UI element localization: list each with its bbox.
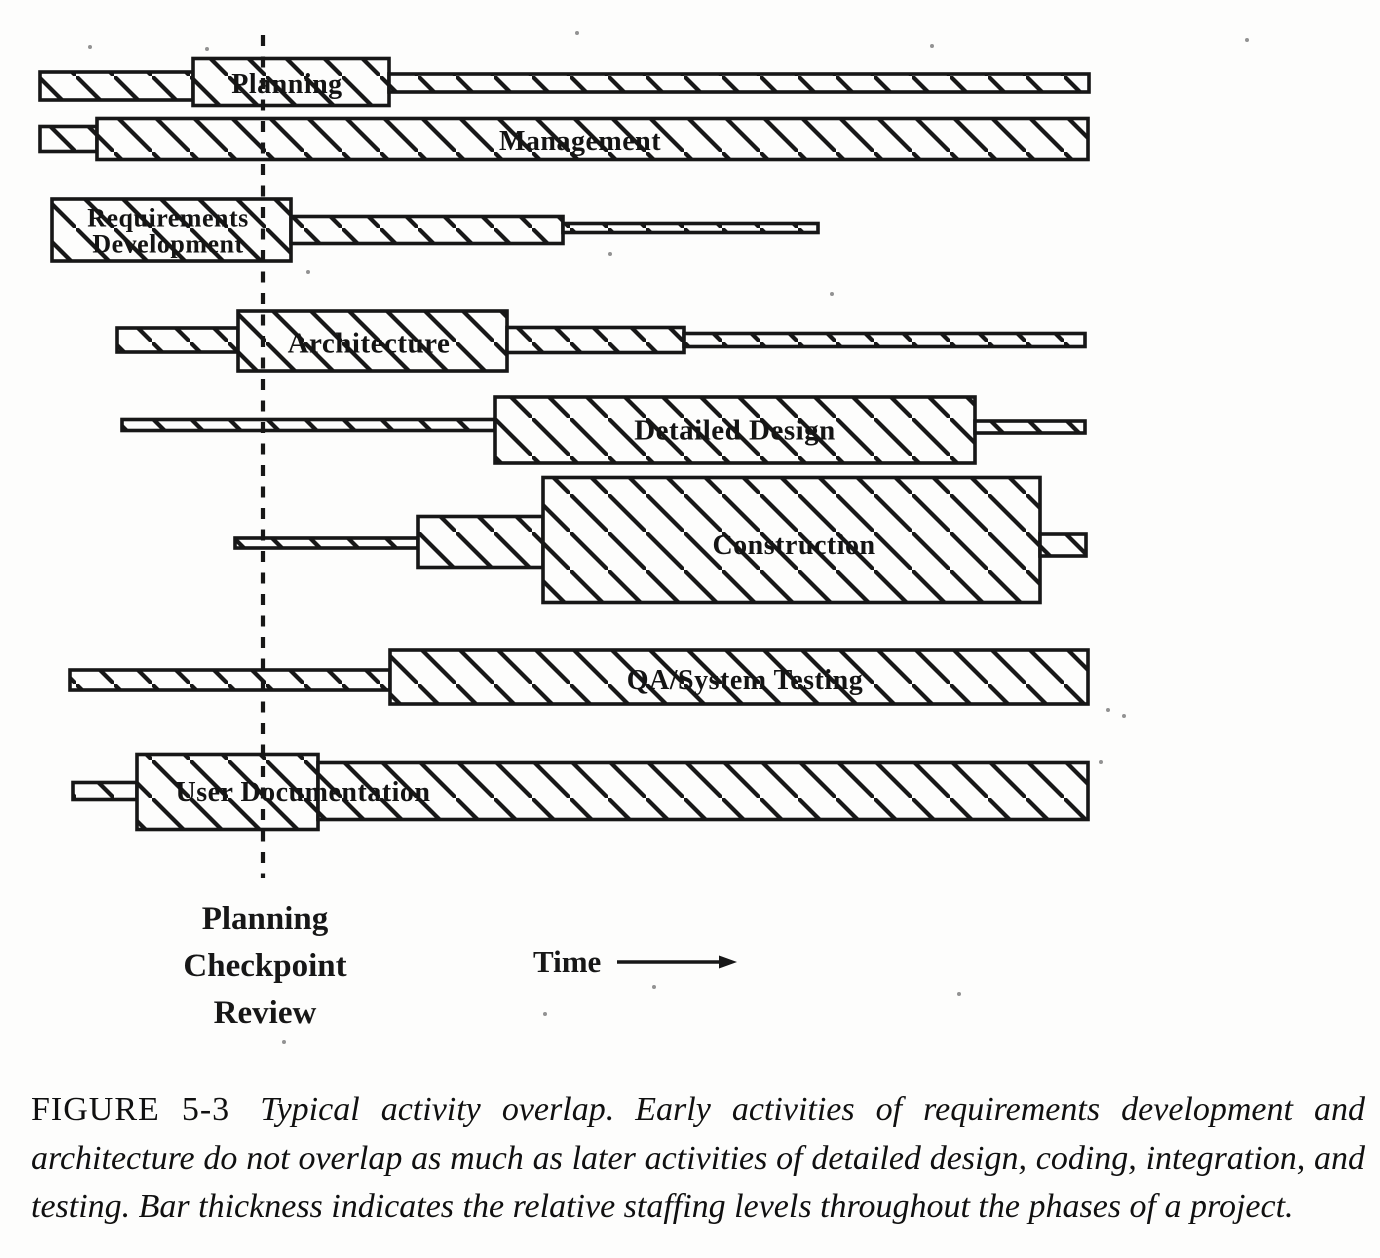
activity-bar-user-documentation xyxy=(73,755,1088,830)
activity-label: Construction xyxy=(712,530,876,562)
bar-segment xyxy=(291,217,563,244)
bar-segment xyxy=(117,328,238,352)
bar-segment xyxy=(684,334,1085,347)
activity-label: User Documentation xyxy=(175,777,431,809)
speckle xyxy=(282,1040,286,1044)
speckle xyxy=(306,270,310,274)
checkpoint-line-1: Planning xyxy=(201,901,329,937)
bar-segment xyxy=(73,783,137,800)
bar-segment xyxy=(507,328,684,353)
speckle xyxy=(830,292,834,296)
bar-segment xyxy=(563,224,818,233)
speckle xyxy=(608,252,612,256)
speckle xyxy=(930,44,934,48)
figure-number: FIGURE 5-3 xyxy=(31,1091,231,1128)
activity-label: Architecture xyxy=(287,327,451,360)
bar-segment xyxy=(975,421,1085,433)
checkpoint-line-3: Review xyxy=(213,995,317,1031)
speckle xyxy=(652,985,656,989)
time-axis-label xyxy=(533,944,738,980)
speckle xyxy=(1099,760,1103,764)
speckle xyxy=(1106,708,1110,712)
activity-label: Detailed Design xyxy=(634,414,836,447)
activity-bars xyxy=(40,59,1089,830)
speckle xyxy=(88,45,92,49)
activity-bar-requirements-development xyxy=(52,199,818,261)
bar-segment xyxy=(40,127,97,152)
figure-caption-text: Typical activity overlap. Early activities of requirements development and architecture do not overlap as much as later activities of detailed design, coding, integration, and testing. Bar thickness indicates the relative staffing levels throughout the phases of a project. xyxy=(31,1091,1366,1225)
activity-label: QA/System Testing xyxy=(626,665,864,697)
speckle xyxy=(957,992,961,996)
activity-label: Requirements xyxy=(87,203,249,233)
activity-label: Management xyxy=(498,126,662,158)
activity-bar-management xyxy=(40,119,1088,160)
bar-segment xyxy=(389,74,1089,92)
speckle xyxy=(543,1012,547,1016)
speckle xyxy=(1245,38,1249,42)
bar-segment xyxy=(318,763,1088,820)
activity-label: Planning xyxy=(231,69,343,101)
bar-segment xyxy=(40,72,193,100)
speckle xyxy=(205,47,209,51)
activity-bar-qa-system-testing xyxy=(70,650,1088,704)
activity-bar-planning xyxy=(40,59,1089,106)
bar-segment xyxy=(70,670,390,690)
activity-bar-detailed-design xyxy=(122,397,1085,463)
speckle xyxy=(1122,714,1126,718)
bar-segment xyxy=(122,420,495,431)
time-label: Time xyxy=(533,944,602,979)
bar-segment xyxy=(418,517,543,568)
figure-caption xyxy=(31,1086,1365,1232)
right-arrow-icon xyxy=(616,955,738,969)
planning-checkpoint-review-label xyxy=(135,896,395,1037)
speckle xyxy=(575,31,579,35)
activity-bar-construction xyxy=(235,478,1086,603)
bar-segment xyxy=(1040,534,1086,556)
activity-label: Development xyxy=(92,229,244,259)
checkpoint-line-2: Checkpoint xyxy=(183,948,347,984)
